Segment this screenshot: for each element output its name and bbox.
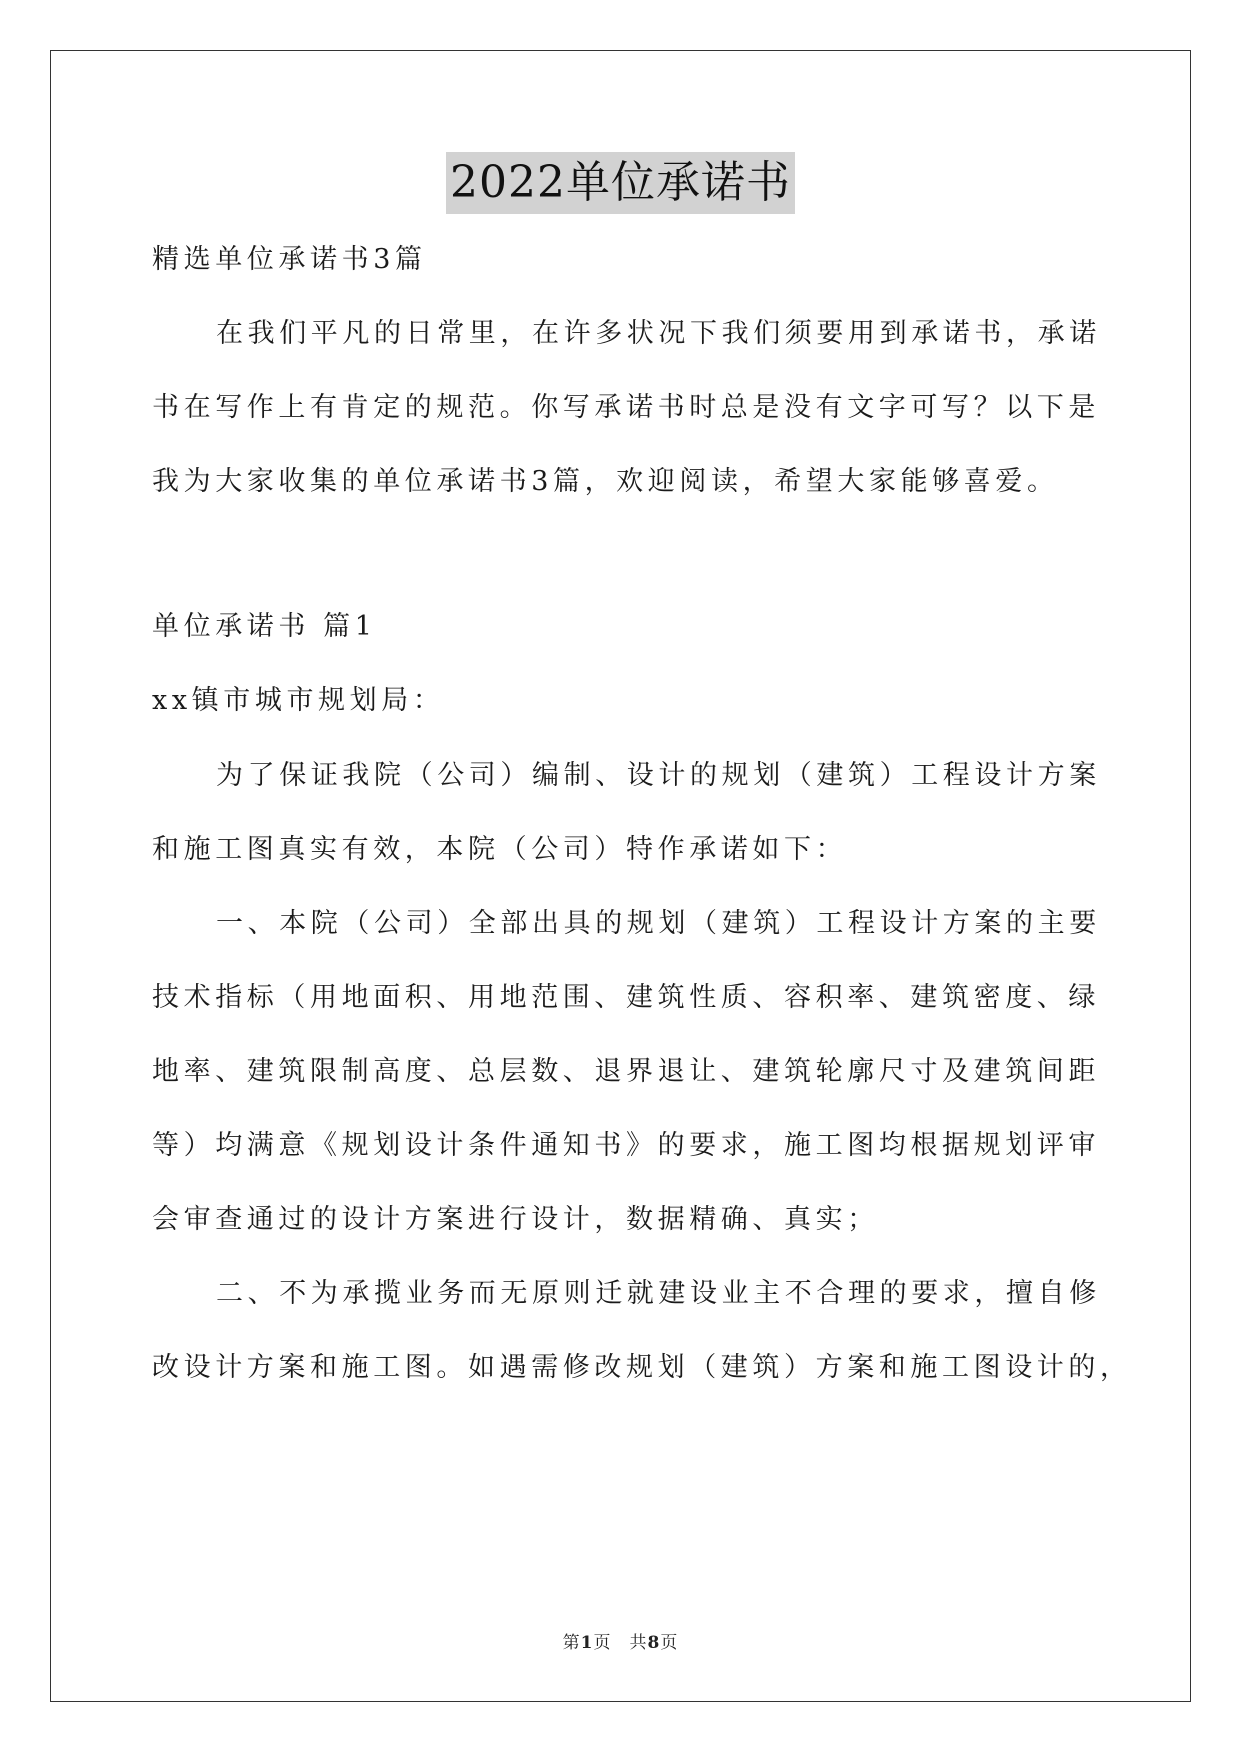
page-number-suffix: 页 [660,1633,679,1653]
body-line-1: 为了保证我院（公司）编制、设计的规划（建筑）工程设计方案 [216,760,1101,791]
document-subtitle: 精选单位承诺书3篇 [152,244,427,275]
page-footer [0,1628,1241,1653]
body-line-2: 和施工图真实有效，本院（公司）特作承诺如下： [152,834,848,865]
addressee: xx镇市城市规划局： [152,685,445,716]
body-line-8: 二、不为承揽业务而无原则迁就建设业主不合理的要求，擅自修 [216,1278,1101,1309]
body-line-6: 等）均满意《规划设计条件通知书》的要求，施工图均根据规划评审 [152,1130,1100,1161]
page-border [50,50,1191,1702]
intro-line-1: 在我们平凡的日常里，在许多状况下我们须要用到承诺书，承诺 [216,318,1101,349]
total-page-count: 8 [647,1633,661,1653]
body-line-9: 改设计方案和施工图。如遇需修改规划（建筑）方案和施工图设计的， [152,1352,1132,1383]
page-number-mid: 页 共 [593,1633,648,1653]
body-line-3: 一、本院（公司）全部出具的规划（建筑）工程设计方案的主要 [216,908,1101,939]
body-line-5: 地率、建筑限制高度、总层数、退界退让、建筑轮廓尺寸及建筑间距 [152,1056,1100,1087]
body-line-7: 会审查通过的设计方案进行设计，数据精确、真实； [152,1204,879,1235]
page-number-prefix: 第 [562,1633,581,1653]
intro-line-2: 书在写作上有肯定的规范。你写承诺书时总是没有文字可写？以下是 [152,392,1100,423]
body-line-4: 技术指标（用地面积、用地范围、建筑性质、容积率、建筑密度、绿 [152,982,1100,1013]
section-heading: 单位承诺书 篇1 [152,611,377,642]
title-container [0,152,1241,214]
document-title: 2022单位承诺书 [446,152,795,214]
current-page-number: 1 [580,1633,594,1653]
intro-line-3: 我为大家收集的单位承诺书3篇，欢迎阅读，希望大家能够喜爱。 [152,466,1059,497]
